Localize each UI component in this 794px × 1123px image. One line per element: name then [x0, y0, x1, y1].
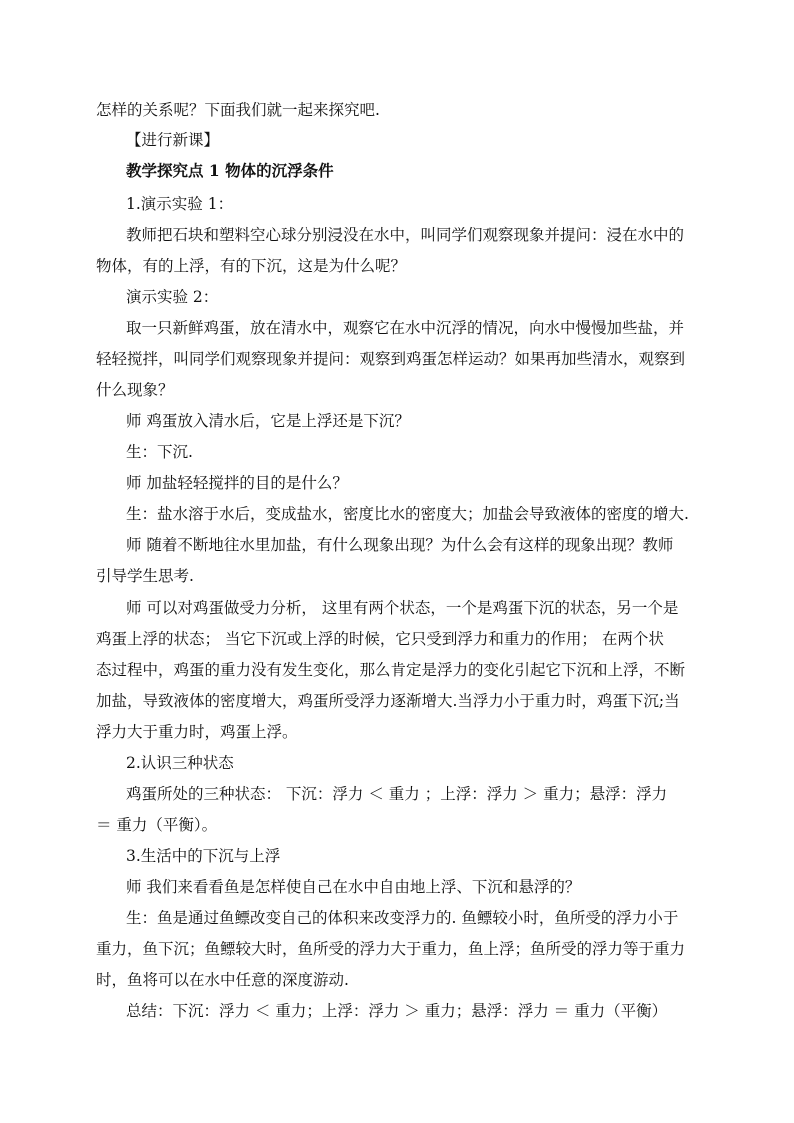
text-line-25: 3.生活中的下沉与上浮: [126, 847, 281, 865]
text-line-1: 怎样的关系呢？下面我们就一起来探究吧.: [96, 101, 380, 119]
text-line-15: 师 随着不断地往水里加盐，有什么现象出现？为什么会有这样的现象出现？教师: [126, 536, 674, 554]
text-line-8: 取一只新鲜鸡蛋，放在清水中，观察它在水中沉浮的情况，向水中慢慢加些盐，并: [126, 319, 685, 337]
text-line-9: 轻轻搅拌，叫同学们观察现象并提问：观察到鸡蛋怎样运动？如果再加些清水，观察到: [96, 350, 686, 368]
text-line-16: 引导学生思考.: [96, 567, 194, 585]
summary-line: 总结：下沉：浮力 ＜ 重力；上浮：浮力 ＞ 重力；悬浮：浮力 ＝ 重力（平衡）: [126, 1002, 668, 1020]
subsection-heading-sink-float: 教学探究点 1 物体的沉浮条件: [126, 161, 334, 180]
text-line-12: 生：下沉.: [126, 443, 193, 461]
text-line-17: 师 可以对鸡蛋做受力分析， 这里有两个状态，一个是鸡蛋下沉的状态，另一个是: [126, 599, 679, 617]
text-line-21: 浮力大于重力时，鸡蛋上浮。: [96, 723, 298, 741]
text-line-13: 师 加盐轻轻搅拌的目的是什么？: [126, 474, 348, 492]
text-line-23: 鸡蛋所处的三种状态： 下沉：浮力 ＜ 重力 ；上浮：浮力 ＞ 重力；悬浮：浮力: [126, 785, 668, 803]
text-line-5: 教师把石块和塑料空心球分别浸没在水中，叫同学们观察现象并提问：浸在水中的: [126, 226, 685, 244]
text-line-14: 生：盐水溶于水后，变成盐水，密度比水的密度大；加盐会导致液体的密度的增大.: [126, 505, 689, 523]
text-line-6: 物体，有的上浮，有的下沉，这是为什么呢？: [96, 257, 407, 275]
section-heading-new-lesson: 【进行新课】: [126, 131, 220, 149]
text-line-10: 什么现象？: [96, 381, 174, 399]
text-line-11: 师 鸡蛋放入清水后，它是上浮还是下沉？: [126, 412, 410, 430]
text-line-27: 生：鱼是通过鱼鳔改变自己的体积来改变浮力的. 鱼鳔较小时，鱼所受的浮力小于: [126, 909, 679, 927]
text-line-29: 时，鱼将可以在水中任意的深度游动.: [96, 971, 349, 989]
text-line-7: 演示实验 2：: [126, 288, 219, 306]
text-line-18: 鸡蛋上浮的状态； 当它下沉或上浮的时候，它只受到浮力和重力的作用； 在两个状: [96, 630, 664, 648]
text-line-28: 重力，鱼下沉；鱼鳔较大时，鱼所受的浮力大于重力，鱼上浮；鱼所受的浮力等于重力: [96, 940, 686, 958]
text-line-4: 1.演示实验 1：: [126, 195, 234, 213]
text-line-26: 师 我们来看看鱼是怎样使自己在水中自由地上浮、下沉和悬浮的？: [126, 878, 581, 896]
text-line-19: 态过程中，鸡蛋的重力没有发生变化，那么肯定是浮力的变化引起它下沉和上浮，不断: [96, 661, 686, 679]
text-line-22: 2.认识三种状态: [126, 754, 234, 772]
text-line-20: 加盐，导致液体的密度增大，鸡蛋所受浮力逐渐增大.当浮力小于重力时，鸡蛋下沉;当: [96, 692, 680, 710]
text-line-24: ＝ 重力（平衡）。: [96, 816, 218, 834]
